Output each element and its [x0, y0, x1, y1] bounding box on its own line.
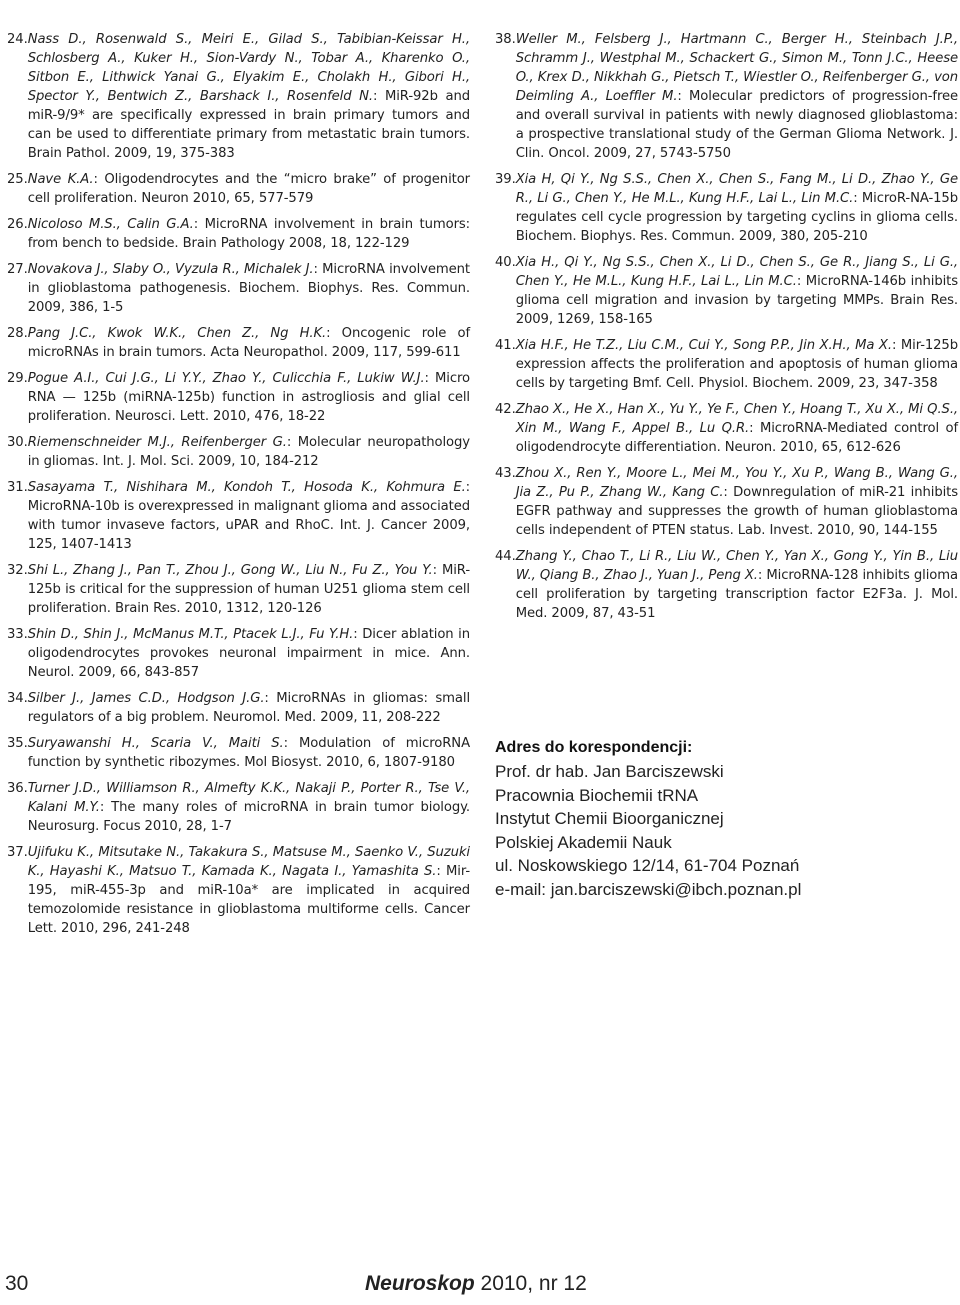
contact-institute: Instytut Chemii Bioorganicznej	[495, 809, 724, 828]
reference-text	[28, 843, 470, 938]
reference-title: : Molecular neuropathology in gliomas. Int. J. Mol. Sci. 2009, 10, 184-212	[27, 435, 470, 469]
reference-authors: Suryawanshi H., Scaria V., Maiti S.	[27, 736, 284, 751]
reference-number: 24.	[7, 32, 28, 47]
reference-item	[7, 170, 470, 208]
reference-item	[7, 843, 470, 938]
reference-item	[7, 260, 470, 317]
reference-text	[28, 260, 470, 317]
reference-item	[495, 170, 958, 246]
reference-title: : MicroRNA-146b inhibits glioma cell migration and invasion by targeting MMPs. Brain Res. 2009, 1269, 158-165	[515, 274, 958, 327]
contact-address: ul. Noskowskiego 12/14, 61-704 Poznań	[495, 856, 800, 875]
contact-name: Prof. dr hab. Jan Barciszewski	[495, 762, 724, 781]
reference-authors: Xia H., Qi Y., Ng S.S., Chen X., Li D., Chen S., Ge R., Jiang S., Li G., Chen Y., He M.L., Kung H.F., Lai L., Lin M.C.	[515, 255, 958, 289]
reference-authors: Turner J.D., Williamson R., Almefty K.K., Nakaji P., Porter R., Tse V., Kalani M.Y.	[27, 781, 470, 815]
reference-authors: Pang J.C., Kwok W.K., Chen Z., Ng H.K.	[27, 326, 327, 341]
journal-issue: 2010, nr 12	[474, 1272, 587, 1295]
reference-text	[28, 779, 470, 836]
reference-text	[28, 170, 470, 208]
reference-number: 26.	[7, 217, 28, 232]
reference-text	[28, 478, 470, 554]
reference-title: : MicroRNA involvement in glioblastoma pathogenesis. Biochem. Biophys. Res. Commun. 2009, 386, 1-5	[27, 262, 470, 315]
reference-text	[28, 30, 470, 163]
reference-authors: Sasayama T., Nishihara M., Kondoh T., Hosoda K., Kohmura E.	[27, 480, 466, 495]
reference-authors: Riemenschneider M.J., Reifenberger G.	[27, 435, 287, 450]
reference-item	[7, 478, 470, 554]
reference-authors: Xia H, Qi Y., Ng S.S., Chen X., Chen S., Fang M., Li D., Zhao Y., Ge R., Li G., Chen Y., He M.L., Kung H.F., Lai L., Lin M.C.	[515, 172, 958, 206]
reference-item	[495, 336, 958, 393]
reference-number: 29.	[7, 371, 28, 386]
reference-number: 28.	[7, 326, 28, 341]
reference-text	[28, 734, 470, 772]
reference-title: : Oncogenic role of microRNAs in brain tumors. Acta Neuropathol. 2009, 117, 599-611	[27, 326, 470, 360]
reference-item	[7, 561, 470, 618]
contact-academy: Polskiej Akademii Nauk	[495, 832, 672, 852]
reference-item	[7, 369, 470, 426]
reference-authors: Shi L., Zhang J., Pan T., Zhou J., Gong W., Liu N., Fu Z., You Y.	[27, 563, 433, 578]
reference-authors: Silber J., James C.D., Hodgson J.G.	[27, 691, 265, 706]
reference-authors: Nass D., Rosenwald S., Meiri E., Gilad S., Tabibian-Keissar H., Schlosberg A., Kuker H., Sion-Vardy N., Tobar A., Kharenko O., Sitbon E., Lithwick Yanai G., Elyakim E., Cholakh H., Gibori H., Spector Y., Bentwich Z., Barshack I., Rosenfeld N.	[27, 32, 470, 104]
reference-authors: Ujifuku K., Mitsutake N., Takakura S., Matsuse M., Saenko V., Suzuki K., Hayashi K., Matsuo T., Kamada K., Nagata I., Yamashita S.	[27, 845, 470, 879]
reference-title: : MiR-92b and miR-9/9* are specifically expressed in brain primary tumors and can be used to differentiate primary from metastatic brain tumors. Brain Pathol. 2009, 19, 375-383	[27, 89, 470, 161]
reference-number: 43.	[495, 466, 516, 481]
reference-number: 41.	[495, 338, 516, 353]
reference-number: 35.	[7, 736, 28, 751]
reference-title: : Modulation of microRNA function by synthetic ribozymes. Mol Biosyst. 2010, 6, 1807-9180	[27, 736, 470, 770]
reference-text	[28, 689, 470, 727]
reference-item	[7, 30, 470, 163]
reference-authors: Zhou X., Ren Y., Moore L., Mei M., You Y., Xu P., Wang B., Wang G., Jia Z., Pu P., Zhang W., Kang C.	[515, 466, 958, 500]
reference-authors: Shin D., Shin J., McManus M.T., Ptacek L.J., Fu Y.H.	[27, 627, 354, 642]
reference-title: : Mir-125b expression affects the proliferation and apoptosis of human glioma cells by targeting Bmf. Cell. Physiol. Biochem. 2009, 23, 347-358	[515, 338, 958, 391]
reference-number: 39.	[495, 172, 516, 187]
reference-item	[495, 400, 958, 457]
reference-number: 27.	[7, 262, 28, 277]
reference-text	[28, 369, 470, 426]
reference-text	[516, 170, 958, 246]
reference-item	[7, 689, 470, 727]
reference-item	[7, 625, 470, 682]
references-right-column	[495, 30, 958, 630]
reference-text	[28, 561, 470, 618]
reference-item	[7, 734, 470, 772]
reference-item	[495, 30, 958, 163]
reference-text	[28, 625, 470, 682]
reference-number: 30.	[7, 435, 28, 450]
reference-title: : Molecular predictors of progression-free and overall survival in patients with newly diagnosed glioblastoma: a prospective translational study of the German Glioma Network. J. Clin. Oncol. 2009, 27, 5743-5750	[515, 89, 958, 161]
correspondence-block	[495, 738, 935, 901]
reference-authors: Zhang Y., Chao T., Li R., Liu W., Chen Y., Yan X., Gong Y., Yin B., Liu W., Qiang B., Zhao J., Yuan J., Peng X.	[515, 549, 958, 583]
reference-number: 36.	[7, 781, 28, 796]
reference-title: : Micro RNA — 125b (miRNA-125b) function in astrogliosis and glial cell proliferation. Neurosci. Lett. 2010, 476, 18-22	[27, 371, 470, 424]
reference-title: : MicroR-NA-15b regulates cell cycle progression by targeting cyclins in glioma cells. Biochem. Biophys. Res. Commun. 2009, 380, 205-210	[515, 191, 958, 244]
reference-number: 37.	[7, 845, 28, 860]
reference-number: 38.	[495, 32, 516, 47]
reference-number: 31.	[7, 480, 28, 495]
reference-title: : Mir-195, miR-455-3p and miR-10a* are implicated in acquired temozolomide resistance in glioblastoma multiforme cells. Cancer Lett. 2010, 296, 241-248	[27, 864, 470, 936]
contact-email[interactable]: e-mail: jan.barciszewski@ibch.poznan.pl	[495, 879, 802, 899]
reference-authors: Novakova J., Slaby O., Vyzula R., Michalek J.	[27, 262, 314, 277]
reference-text	[516, 30, 958, 163]
reference-number: 33.	[7, 627, 28, 642]
reference-authors: Pogue A.I., Cui J.G., Li Y.Y., Zhao Y., Culicchia F., Lukiw W.J.	[27, 371, 425, 386]
reference-title: : MicroRNA involvement in brain tumors: from bench to bedside. Brain Pathology 2008, 18, 122-129	[27, 217, 471, 251]
journal-name: Neuroskop	[365, 1272, 475, 1295]
reference-title: : MicroRNA-128 inhibits glioma cell proliferation by targeting transcription factor E2F3a. J. Mol. Med. 2009, 87, 43-51	[515, 568, 958, 621]
contact-lab: Pracownia Biochemii tRNA	[495, 785, 699, 805]
reference-text	[516, 253, 958, 329]
page-number: 30	[5, 1272, 29, 1295]
reference-text	[28, 215, 470, 253]
reference-text	[516, 400, 958, 457]
reference-text	[516, 336, 958, 393]
reference-number: 40.	[495, 255, 516, 270]
reference-authors: Nave K.A.	[27, 172, 94, 187]
reference-number: 25.	[7, 172, 28, 187]
reference-authors: Xia H.F., He T.Z., Liu C.M., Cui Y., Song P.P., Jin X.H., Ma X.	[515, 338, 892, 353]
reference-text	[516, 547, 958, 623]
reference-number: 32.	[7, 563, 28, 578]
journal-citation	[365, 1272, 587, 1296]
reference-title: : MicroRNA-Mediated control of oligodendrocyte differentiation. Neuron. 2010, 65, 612-626	[515, 421, 959, 455]
reference-title: : Dicer ablation in oligodendrocytes provokes neuronal impairment in mice. Ann. Neurol. 2009, 66, 843-857	[27, 627, 470, 680]
reference-title: : MicroRNA-10b is overexpressed in malignant glioma and associated with tumor invaseve factors, uPAR and RhoC. Int. J. Cancer 2009, 125, 1407-1413	[27, 480, 470, 552]
reference-item	[495, 464, 958, 540]
reference-number: 44.	[495, 549, 516, 564]
references-left-column	[7, 30, 470, 945]
reference-title: : Oligodendrocytes and the “micro brake” of progenitor cell proliferation. Neuron 2010, 65, 577-579	[27, 172, 470, 206]
reference-item	[7, 324, 470, 362]
reference-number: 42.	[495, 402, 516, 417]
reference-item	[7, 779, 470, 836]
reference-text	[28, 433, 470, 471]
reference-authors: Zhao X., He X., Han X., Yu Y., Ye F., Chen Y., Hoang T., Xu X., Mi Q.S., Xin M., Wang F., Appel B., Lu Q.R.	[515, 402, 958, 436]
reference-number: 34.	[7, 691, 28, 706]
reference-title: : MiR-125b is critical for the suppression of human U251 glioma stem cell proliferation. Brain Res. 2010, 1312, 120-126	[27, 563, 470, 616]
reference-text	[516, 464, 958, 540]
reference-title: : Downregulation of miR-21 inhibits EGFR pathway and suppresses the growth of human glioblastoma cells independent of PTEN status. Lab. Invest. 2010, 90, 144-155	[515, 485, 958, 538]
correspondence-heading: Adres do korespondencji:	[495, 739, 693, 756]
reference-text	[28, 324, 470, 362]
reference-item	[7, 215, 470, 253]
reference-authors: Nicoloso M.S., Calin G.A.	[27, 217, 194, 232]
reference-title: : MicroRNAs in gliomas: small regulators of a big problem. Neuromol. Med. 2009, 11, 208-222	[27, 691, 471, 725]
reference-item	[495, 547, 958, 623]
reference-item	[7, 433, 470, 471]
reference-authors: Weller M., Felsberg J., Hartmann C., Berger H., Steinbach J.P., Schramm J., Westphal M., Schackert G., Simon M., Tonn J.C., Heese O., Krex D., Nikkhah G., Pietsch T., Wiestler O., Reifenberger G., von Deimling A., Loeffler M.	[515, 32, 958, 104]
reference-item	[495, 253, 958, 329]
reference-title: : The many roles of microRNA in brain tumor biology. Neurosurg. Focus 2010, 28, 1-7	[27, 800, 471, 834]
